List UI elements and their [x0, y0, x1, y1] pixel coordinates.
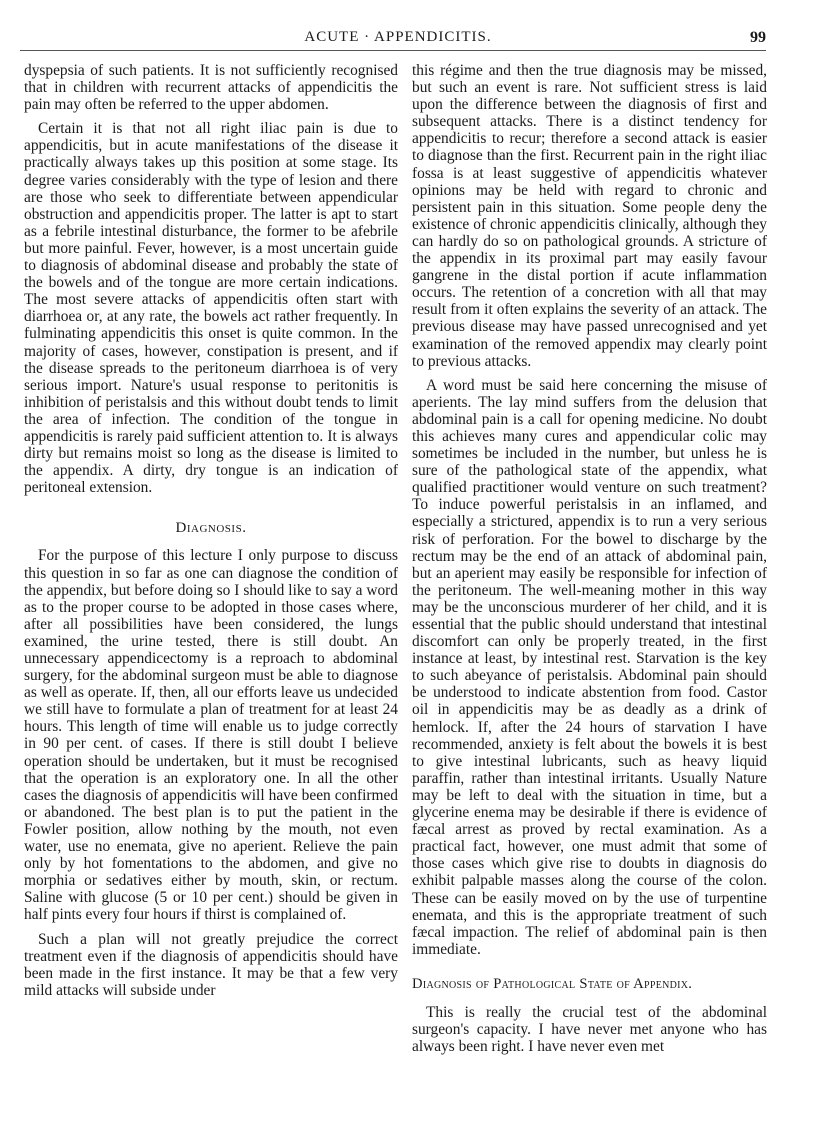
page-number: 99	[750, 29, 766, 46]
section-heading-pathological-state: Diagnosis of Pathological State of Appendix.	[412, 975, 693, 992]
running-title: ACUTE · APPENDICITIS.	[304, 29, 492, 45]
right-column	[412, 62, 767, 1055]
paragraph: this régime and then the true diagnosis may be missed, but such an event is rare. Not sufficient stress is laid upon the difference between the diagnosis of first and subsequent attacks. There is a distinct tendency for appendicitis to recur; therefore a second attack is easier to diagnose than the first. Recurrent pain in the right iliac fossa is at least suggestive of appendicitis whatever opinions may be held with regard to chronic and persistent pain in this situation. Some people deny the existence of chronic appendicitis clinically, although they can hardly do so on pathological grounds. A stricture of the appendix in its proximal part may easily favour gangrene in the distal portion if acute inflammation occurs. The retention of a concretion with all that may result from it often explains the severity of an attack. The previous disease may have passed unrecognised and yet examination of the removed appendix may clearly point to previous attacks.	[412, 62, 767, 370]
paragraph: Such a plan will not greatly prejudice the correct treatment even if the diagnosis of appendicitis should have been made in the first instance. It may be that a few very mild attacks will subside under	[24, 930, 398, 999]
left-column	[24, 62, 398, 999]
section-heading-diagnosis: Diagnosis.	[175, 520, 247, 537]
paragraph: Certain it is that not all right iliac pain is due to appendicitis, but in acute manifestations of the disease it practically always takes up this position at some stage. Its degree varies considerably with the type of lesion and there are those who seek to differentiate between appendicular obstruction and appendicitis proper. The latter is apt to start as a febrile intestinal disturbance, the former to be afebrile but more painful. Fever, however, is a most uncertain guide to diagnosis of abdominal disease and probably the state of the bowels and of the tongue are more certain indications. The most severe attacks of appendicitis often start with diarrhoea or, at any rate, the bowels act rather frequently. In fulminating appendicitis this onset is quite common. In the majority of cases, however, constipation is present, and if the disease spreads to the peritoneum diarrhoea is of very serious import. Nature's usual response to peritonitis is inhibition of peristalsis and this without doubt tends to limit the area of infection. The condition of the tongue in appendicitis is rarely paid sufficient attention to. It is always dirty but remains moist so long as the disease is limited to the appendix. A dirty, dry tongue is an indication of peritoneal extension.	[24, 120, 398, 497]
running-head	[30, 29, 766, 51]
paragraph: This is really the crucial test of the abdominal surgeon's capacity. I have never met anyone who has always been right. I have never even met	[412, 1003, 767, 1056]
paragraph: For the purpose of this lecture I only purpose to discuss this question in so far as one can diagnose the condition of the appendix, but before doing so I should like to say a word as to the proper course to be adopted in those cases where, after all possibilities have been considered, the lungs examined, the urine tested, there is still doubt. An unnecessary appendicectomy is a reproach to abdominal surgery, for the abdominal surgeon must be able to diagnose as well as operate. If, then, all our efforts leave us undecided we still have to formulate a plan of treatment for at least 24 hours. This length of time will enable us to judge correctly in 90 per cent. of cases. If there is still doubt I believe operation should be undertaken, but it must be recognised that the operation is an exploratory one. In all the other cases the diagnosis of appendicitis will have been confirmed or abandoned. The best plan is to put the patient in the Fowler position, allow nothing by the mouth, not even water, use no enemata, give no aperient. Relieve the pain only by hot fomentations to the abdomen, and give no morphia or sedatives either by mouth, skin, or rectum. Saline with glucose (5 or 10 per cent.) should be given in half pints every four hours if thirst is complained of.	[24, 547, 398, 924]
paragraph: A word must be said here concerning the misuse of aperients. The lay mind suffers from the delusion that abdominal pain is a call for opening medicine. No doubt this achieves many cures and appendicular colic may sometimes be included in the number, but unless he is sure of the pathological state of the appendix, what qualified practitioner would venture on such treatment? To induce powerful peristalsis in an inflamed, and especially a strictured, appendix is to run a very serious risk of perforation. For the bowel to discharge by the rectum may be the end of an attack of abdominal pain, but an aperient may easily be responsible for infection of the peritoneum. The well-meaning mother in this way may be the unconscious murderer of her child, and it is essential that the public should understand that intestinal discomfort can only be properly treated, in the first instance at least, by intestinal rest. Starvation is the key to such abeyance of peristalsis. Abdominal pain should be understood to indicate abstention from food. Castor oil in appendicitis may be as deadly as a drink of hemlock. If, after the 24 hours of starvation I have recommended, anxiety is felt about the bowels it is best to give intestinal lubricants, such as heavy liquid paraffin, rather than intestinal irritants. Usually Nature may be left to deal with the situation in time, but a glycerine enema may be desirable if there is evidence of fæcal arrest as proved by rectal examination. As a practical fact, however, one must admit that some of those cases which give rise to doubts in diagnosis do exhibit palpable masses along the course of the colon. These can be easily moved on by the use of turpentine enemata, and this is the appropriate treatment of such fæcal impaction. The relief of abdominal pain is then immediate.	[412, 376, 767, 958]
paragraph: dyspepsia of such patients. It is not sufficiently recognised that in children with recurrent attacks of appendicitis the pain may often be referred to the upper abdomen.	[24, 62, 398, 114]
header-rule	[20, 50, 766, 51]
